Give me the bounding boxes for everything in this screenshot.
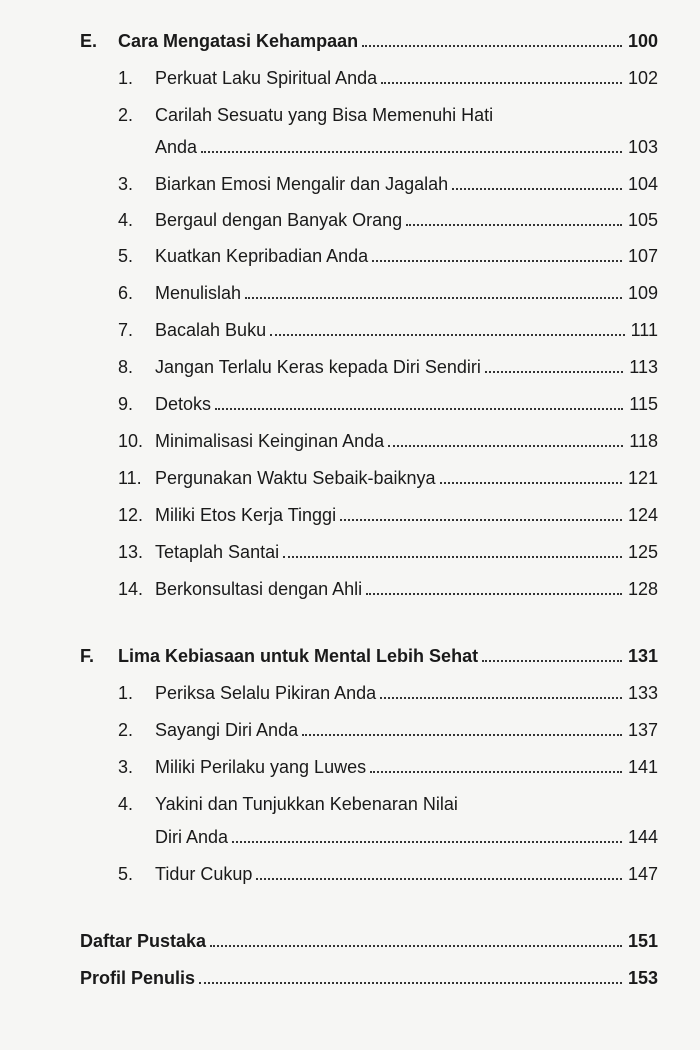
section-letter: E. bbox=[80, 31, 98, 51]
page-number: 128 bbox=[627, 579, 658, 599]
toc-entry-line bbox=[118, 645, 658, 667]
toc-item bbox=[0, 282, 700, 312]
toc-entry-line bbox=[155, 356, 658, 378]
item-title: Kuatkan Kepribadian Anda bbox=[155, 246, 369, 266]
dot-leader bbox=[372, 260, 622, 262]
item-number: 7. bbox=[118, 320, 134, 340]
item-title: Minimalisasi Keinginan Anda bbox=[155, 431, 385, 451]
toc-item bbox=[0, 173, 700, 203]
item-title: Sayangi Diri Anda bbox=[155, 720, 299, 740]
section-letter: F. bbox=[80, 646, 95, 666]
toc-item bbox=[0, 719, 700, 749]
toc-item bbox=[0, 67, 700, 97]
item-number: 11. bbox=[118, 468, 142, 488]
toc-entry-line bbox=[155, 541, 658, 563]
toc-item bbox=[0, 356, 700, 386]
toc-entry-line bbox=[155, 504, 658, 526]
page-number: 100 bbox=[627, 31, 658, 51]
page-number: 103 bbox=[627, 137, 658, 157]
toc-entry-line bbox=[155, 393, 658, 415]
item-title: Tetaplah Santai bbox=[155, 542, 280, 562]
page-number: 137 bbox=[627, 720, 658, 740]
toc-entry-line bbox=[155, 756, 658, 778]
toc-section-heading bbox=[0, 645, 700, 675]
page-number: 144 bbox=[627, 827, 658, 847]
dot-leader bbox=[388, 445, 623, 447]
dot-leader bbox=[283, 556, 622, 558]
dot-leader bbox=[340, 519, 622, 521]
page-number: 141 bbox=[627, 757, 658, 777]
dot-leader bbox=[302, 734, 622, 736]
item-number: 4. bbox=[118, 210, 134, 230]
toc-entry-line bbox=[155, 467, 658, 489]
back-matter-title: Profil Penulis bbox=[80, 968, 196, 988]
toc-item-continuation bbox=[0, 826, 700, 856]
toc-entry-line bbox=[155, 173, 658, 195]
page-number: 107 bbox=[627, 246, 658, 266]
section-title: Cara Mengatasi Kehampaan bbox=[118, 31, 359, 51]
page-number: 111 bbox=[630, 320, 658, 340]
page-number: 109 bbox=[627, 283, 658, 303]
item-title: Miliki Perilaku yang Luwes bbox=[155, 757, 367, 777]
toc-item bbox=[0, 430, 700, 460]
toc-item bbox=[0, 319, 700, 349]
item-title: Biarkan Emosi Mengalir dan Jagalah bbox=[155, 174, 449, 194]
page-number: 125 bbox=[627, 542, 658, 562]
page-number: 147 bbox=[627, 864, 658, 884]
toc-entry-line bbox=[155, 209, 658, 231]
page-number: 102 bbox=[627, 68, 658, 88]
toc-entry-line bbox=[155, 319, 658, 341]
toc-back-matter-entry bbox=[0, 930, 700, 960]
item-title: Pergunakan Waktu Sebaik-baiknya bbox=[155, 468, 436, 488]
dot-leader bbox=[232, 841, 622, 843]
item-number: 2. bbox=[118, 105, 134, 125]
toc-entry-line bbox=[80, 967, 658, 989]
page-number: 151 bbox=[627, 931, 658, 951]
dot-leader bbox=[245, 297, 622, 299]
item-number: 14. bbox=[118, 579, 144, 599]
item-title-line1: Carilah Sesuatu yang Bisa Memenuhi Hati bbox=[155, 105, 494, 125]
toc-entry-line bbox=[155, 826, 658, 848]
item-number: 1. bbox=[118, 683, 134, 703]
dot-leader bbox=[362, 45, 622, 47]
toc-item bbox=[0, 541, 700, 571]
dot-leader bbox=[482, 660, 622, 662]
item-number: 9. bbox=[118, 394, 134, 414]
toc-entry-line bbox=[155, 67, 658, 89]
toc-section-heading bbox=[0, 30, 700, 60]
toc-item bbox=[0, 393, 700, 423]
page-number: 115 bbox=[629, 394, 658, 414]
dot-leader bbox=[199, 982, 622, 984]
item-title: Menulislah bbox=[155, 283, 242, 303]
toc-entry-line bbox=[155, 682, 658, 704]
dot-leader bbox=[380, 697, 622, 699]
item-title: Tidur Cukup bbox=[155, 864, 253, 884]
item-number: 8. bbox=[118, 357, 134, 377]
dot-leader bbox=[381, 82, 622, 84]
item-title: Jangan Terlalu Keras kepada Diri Sendiri bbox=[155, 357, 481, 377]
item-title: Berkonsultasi dengan Ahli bbox=[155, 579, 363, 599]
dot-leader bbox=[370, 771, 622, 773]
toc-entry-line bbox=[155, 863, 658, 885]
item-title: Miliki Etos Kerja Tinggi bbox=[155, 505, 337, 525]
item-number: 12. bbox=[118, 505, 144, 525]
back-matter-title: Daftar Pustaka bbox=[80, 931, 207, 951]
item-title: Bergaul dengan Banyak Orang bbox=[155, 210, 403, 230]
item-number: 3. bbox=[118, 757, 134, 777]
dot-leader bbox=[201, 151, 622, 153]
item-title: Anda bbox=[155, 137, 198, 157]
toc-item bbox=[0, 793, 700, 823]
dot-leader bbox=[440, 482, 622, 484]
page-number: 118 bbox=[629, 431, 658, 451]
item-number: 1. bbox=[118, 68, 134, 88]
page-number: 104 bbox=[627, 174, 658, 194]
page-number: 113 bbox=[629, 357, 658, 377]
toc-item bbox=[0, 104, 700, 134]
item-number: 6. bbox=[118, 283, 134, 303]
item-title: Bacalah Buku bbox=[155, 320, 267, 340]
item-number: 2. bbox=[118, 720, 134, 740]
dot-leader bbox=[485, 371, 623, 373]
item-number: 4. bbox=[118, 794, 134, 814]
dot-leader bbox=[270, 334, 625, 336]
item-number: 5. bbox=[118, 246, 134, 266]
toc-item bbox=[0, 756, 700, 786]
item-number: 5. bbox=[118, 864, 134, 884]
toc-entry-line bbox=[155, 578, 658, 600]
toc-entry-line bbox=[155, 430, 658, 452]
page-number: 105 bbox=[627, 210, 658, 230]
toc-entry-line bbox=[80, 930, 658, 952]
section-title: Lima Kebiasaan untuk Mental Lebih Sehat bbox=[118, 646, 479, 666]
toc-item bbox=[0, 209, 700, 239]
toc-entry-line bbox=[155, 282, 658, 304]
toc-entry-line bbox=[118, 30, 658, 52]
item-title: Diri Anda bbox=[155, 827, 229, 847]
dot-leader bbox=[406, 224, 622, 226]
toc-item bbox=[0, 578, 700, 608]
toc-item bbox=[0, 504, 700, 534]
toc-item bbox=[0, 467, 700, 497]
toc-item bbox=[0, 682, 700, 712]
toc-item bbox=[0, 863, 700, 893]
page-number: 153 bbox=[627, 968, 658, 988]
item-number: 13. bbox=[118, 542, 144, 562]
dot-leader bbox=[366, 593, 622, 595]
toc-item bbox=[0, 245, 700, 275]
toc-entry-line bbox=[155, 136, 658, 158]
item-title: Perkuat Laku Spiritual Anda bbox=[155, 68, 378, 88]
dot-leader bbox=[215, 408, 623, 410]
toc-back-matter-entry bbox=[0, 967, 700, 997]
item-title: Periksa Selalu Pikiran Anda bbox=[155, 683, 377, 703]
item-title: Detoks bbox=[155, 394, 212, 414]
dot-leader bbox=[452, 188, 622, 190]
toc-entry-line bbox=[155, 245, 658, 267]
item-title-line1: Yakini dan Tunjukkan Kebenaran Nilai bbox=[155, 794, 458, 814]
page-number: 121 bbox=[627, 468, 658, 488]
page-number: 124 bbox=[627, 505, 658, 525]
page-number: 133 bbox=[627, 683, 658, 703]
toc-item-continuation bbox=[0, 136, 700, 166]
dot-leader bbox=[210, 945, 622, 947]
item-number: 10. bbox=[118, 431, 144, 451]
page-number: 131 bbox=[627, 646, 658, 666]
dot-leader bbox=[256, 878, 622, 880]
toc-entry-line bbox=[155, 719, 658, 741]
item-number: 3. bbox=[118, 174, 134, 194]
